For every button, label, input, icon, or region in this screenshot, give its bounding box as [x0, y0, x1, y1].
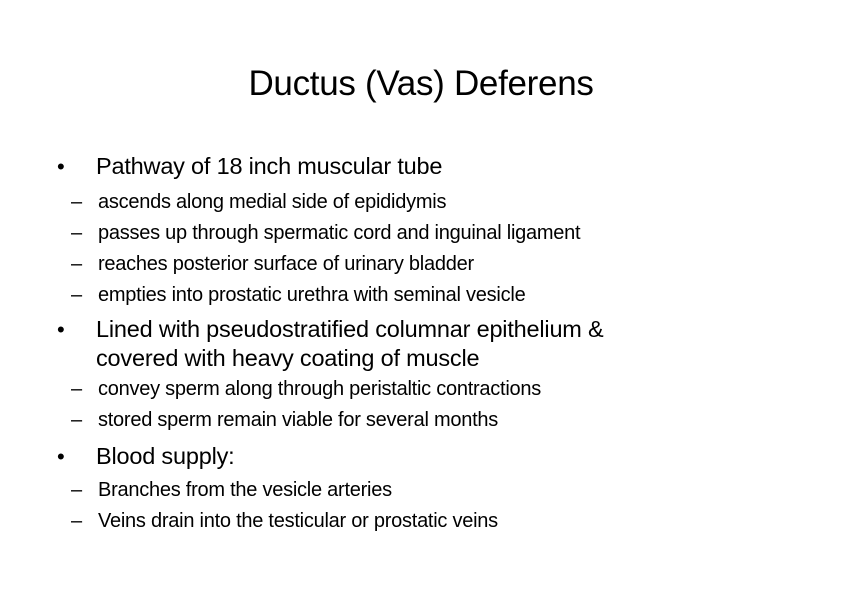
sub-item — [71, 405, 791, 436]
bullet-text-line-1: Lined with pseudostratified columnar epithelium & — [96, 316, 604, 342]
sub-list-blood-supply — [71, 475, 791, 537]
dash-icon: – — [71, 479, 83, 501]
dash-icon: – — [71, 378, 83, 400]
bullet-text: Pathway of 18 inch muscular tube — [96, 153, 443, 179]
bullet-icon: • — [57, 317, 65, 342]
sub-item-text: reaches posterior surface of urinary bladder — [98, 253, 474, 275]
sub-item-text: convey sperm along through peristaltic contractions — [98, 378, 542, 400]
sub-item — [71, 506, 791, 537]
sub-item — [71, 187, 791, 218]
slide-title: Ductus (Vas) Deferens — [248, 64, 594, 103]
sub-item-text: stored sperm remain viable for several months — [98, 409, 499, 431]
bullet-item-lining — [57, 315, 817, 375]
bullet-item-blood-supply — [57, 442, 817, 472]
dash-icon: – — [71, 253, 83, 275]
sub-item-text: Veins drain into the testicular or prostatic veins — [98, 510, 498, 532]
sub-list-pathway — [71, 187, 791, 311]
bullet-text-line-2: covered with heavy coating of muscle — [96, 345, 480, 371]
bullet-icon: • — [57, 154, 65, 179]
sub-item-text: empties into prostatic urethra with seminal vesicle — [98, 284, 526, 306]
sub-item-text: passes up through spermatic cord and inguinal ligament — [98, 222, 581, 244]
sub-item-text: ascends along medial side of epididymis — [98, 191, 447, 213]
sub-list-lining — [71, 374, 791, 436]
sub-item — [71, 475, 791, 506]
bullet-text: Blood supply: — [96, 443, 235, 469]
dash-icon: – — [71, 409, 83, 431]
sub-item-text: Branches from the vesicle arteries — [98, 479, 392, 501]
dash-icon: – — [71, 284, 83, 306]
dash-icon: – — [71, 510, 83, 532]
bullet-icon: • — [57, 444, 65, 469]
bullet-item-pathway — [57, 152, 817, 182]
sub-item — [71, 249, 791, 280]
sub-item — [71, 218, 791, 249]
sub-item — [71, 374, 791, 405]
dash-icon: – — [71, 222, 83, 244]
dash-icon: – — [71, 191, 83, 213]
sub-item — [71, 280, 791, 311]
